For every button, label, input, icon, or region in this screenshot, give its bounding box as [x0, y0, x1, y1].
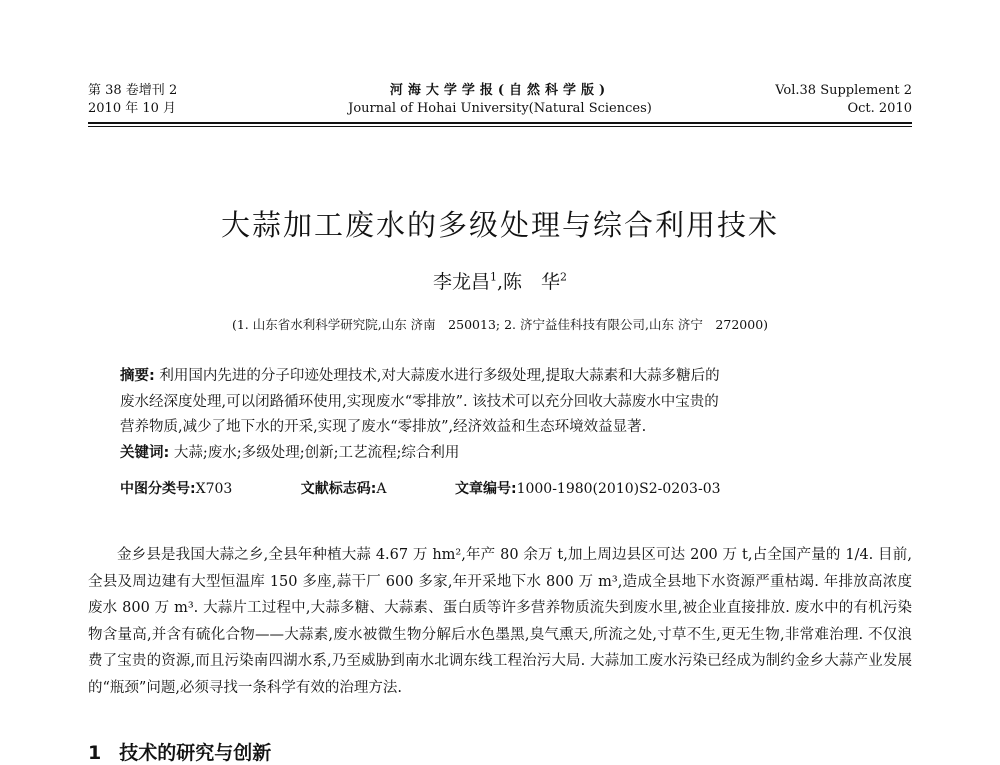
journal-name	[320, 82, 680, 118]
date-line: 2010 年 10 月	[88, 101, 177, 116]
author-affil-marker: 2	[560, 270, 568, 284]
abstract-line: 废水经深度处理,可以闭路循环使用,实现废水“零排放”. 该技术可以充分回收大蒜废水中宝贵的	[120, 393, 719, 410]
keywords-text: 大蒜;废水;多级处理;创新;工艺流程;综合利用	[173, 444, 460, 461]
date-line-en: Oct. 2010	[847, 101, 912, 116]
article-number	[455, 481, 721, 497]
abstract-line: 营养物质,减少了地下水的开采,实现了废水“零排放”,经济效益和生态环境效益显著.	[120, 419, 647, 435]
section-number: 1	[88, 742, 102, 764]
volume-line-en: Vol.38 Supplement 2	[775, 83, 912, 98]
abstract-text: 利用国内先进的分子印迹处理技术,对大蒜废水进行多级处理,提取大蒜素和大蒜多糖后的	[159, 368, 720, 384]
section-title: 技术的研究与创新	[119, 742, 272, 764]
article-label: 文章编号:	[454, 481, 517, 497]
journal-volume-info-en	[775, 82, 912, 118]
author-name: 陈 华	[503, 271, 561, 293]
author-list	[0, 267, 1000, 294]
article-value: 1000-1980(2010)S2-0203-03	[516, 481, 721, 497]
doc-value: A	[376, 481, 387, 497]
clc-value: X703	[195, 481, 233, 497]
abstract-line	[120, 364, 880, 390]
abstract	[120, 364, 880, 466]
body-text	[88, 542, 912, 701]
journal-name-en: Journal of Hohai University(Natural Sciences)	[348, 101, 652, 116]
paper-title: 大蒜加工废水的多级处理与综合利用技术	[220, 208, 779, 242]
body-paragraph: 金乡县是我国大蒜之乡,全县年种植大蒜 4.67 万 hm²,年产 80 余万 t,加上周边县区可达 200 万 t,占全国产量的 1/4. 目前,全县及周边建有大型恒温库 150 多座,蒜干厂 600 多家,年开采地下水 800 万 m³,造成全县地下水资源严重枯竭. 年排放高浓度废水 800 万 m³. 大蒜片工过程中,大蒜多糖、大蒜素、蛋白质等许多营养物质流失到废水里,被企业直接排放. 废水中的有机污染物含量高,并含有硫化合物——大蒜素,废水被微生物分解后水色墨黑,臭气熏天,所流之处,寸草不生,更无生物,非常难治理. 不仅浪费了宝贵的资源,而且污染南四湖水系,乃至威胁到南水北调东线工程治污大局. 大蒜加工废水污染已经成为制约金乡大蒜产业发展的“瓶颈”问题,必须寻找一条科学有效的治理方法.	[88, 547, 912, 696]
classification-row	[120, 478, 785, 498]
keywords-line	[120, 441, 880, 467]
journal-volume-info	[88, 82, 177, 118]
abstract-label: 摘要:	[120, 368, 155, 384]
doc-code	[301, 481, 387, 497]
clc-number	[120, 481, 232, 497]
doc-label: 文献标志码:	[300, 481, 377, 497]
affiliations: (1. 山东省水利科学研究院,山东 济南 250013; 2. 济宁益佳科技有限公司,山东 济宁 272000)	[231, 317, 769, 332]
header-rule-thick	[88, 122, 912, 124]
section-heading	[88, 738, 271, 765]
clc-label: 中图分类号:	[120, 481, 196, 497]
header-rule-thin	[88, 126, 912, 127]
author-name: 李龙昌	[432, 271, 490, 293]
volume-line: 第 38 卷增刊 2	[88, 83, 178, 98]
keywords-label: 关键词:	[120, 444, 170, 461]
author-separator: ,	[496, 271, 504, 293]
author-affil-marker: 1	[489, 270, 497, 284]
journal-name-cn: 河海大学学报(自然科学版)	[389, 83, 611, 98]
